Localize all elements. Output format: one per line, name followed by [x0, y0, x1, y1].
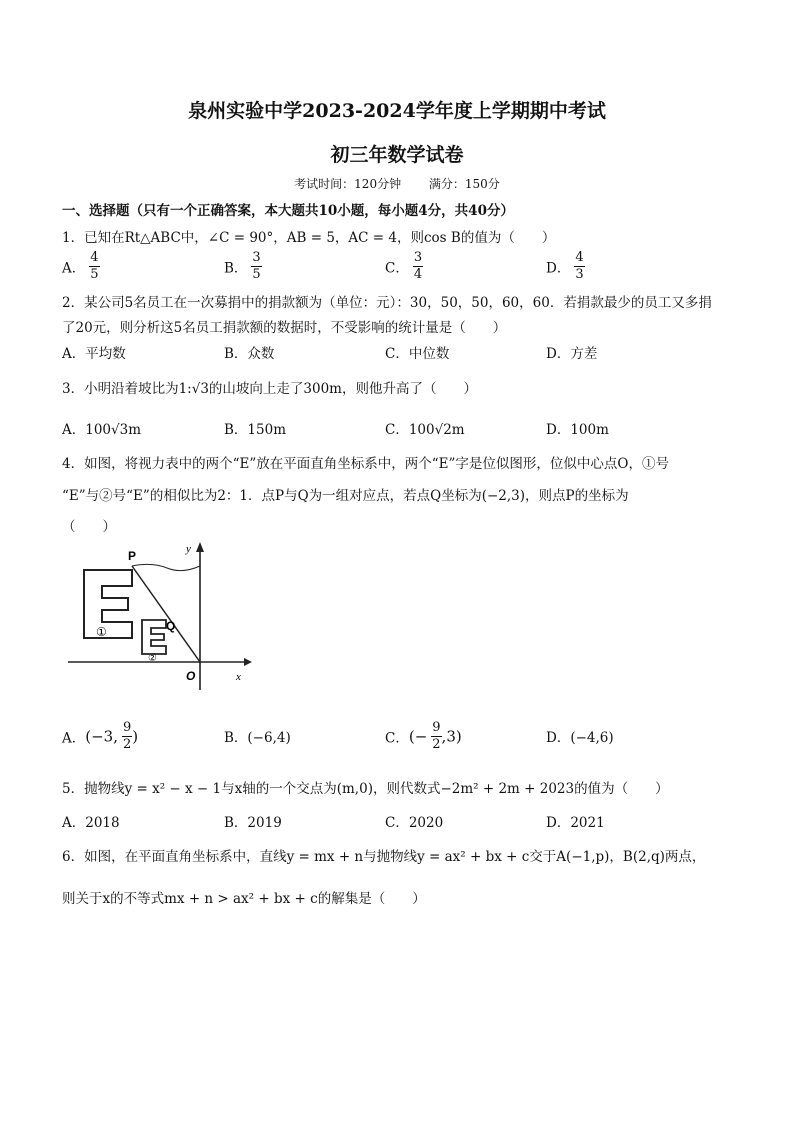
option-label: C． — [385, 260, 409, 277]
q4-option-a — [62, 720, 138, 753]
label-q: Q — [166, 619, 176, 633]
denominator: 2 — [432, 737, 441, 752]
label-p: P — [128, 549, 137, 563]
q3-options — [62, 418, 722, 444]
q1-stem: 1．已知在Rt△ABC中，∠C = 90°，AB = 5，AC = 4，则cos B的值为（ ） — [62, 230, 556, 246]
q5-option-c: C．2020 — [385, 815, 444, 831]
q3-option-a: A．100√3m — [62, 422, 142, 438]
q1-option-b — [224, 250, 262, 283]
denominator: 2 — [122, 737, 132, 752]
q1-option-a — [62, 250, 100, 283]
coordinate-figure — [62, 540, 252, 700]
numerator: 9 — [432, 720, 441, 735]
fraction — [251, 250, 261, 283]
q3-stem: 3．小明沿着坡比为1:√3的山坡向上走了300m，则他升高了（ ） — [62, 381, 477, 397]
label-o: O — [186, 669, 196, 683]
option-label: B． — [224, 260, 248, 277]
q6-stem-line1: 6．如图，在平面直角坐标系中，直线y = mx + n与抛物线y = ax² + bx + c交于A(−1,p)，B(2,q)两点， — [62, 849, 706, 865]
label-e2: ② — [148, 653, 157, 664]
fraction — [431, 720, 441, 753]
fraction — [413, 250, 423, 283]
numerator: 4 — [90, 250, 99, 265]
paren-close: ,3) — [441, 727, 462, 746]
numerator: 9 — [122, 720, 132, 735]
q1-option-c — [385, 250, 423, 283]
e2-shape — [142, 620, 166, 654]
denominator: 3 — [575, 267, 584, 282]
exam-score: 满分：150分 — [428, 177, 500, 191]
option-label: A． — [62, 260, 86, 277]
q4-option-d: D．(−4,6) — [546, 730, 614, 746]
q5-stem: 5．抛物线y = x² − x − 1与x轴的一个交点为(m,0)，则代数式−2m² + 2m + 2023的值为（ ） — [62, 781, 669, 797]
exam-time: 考试时间：120分钟 — [294, 177, 402, 191]
option-label: A． — [62, 730, 86, 747]
numerator: 3 — [413, 250, 423, 265]
exam-subtitle: 初三年数学试卷 — [330, 144, 464, 166]
q4-figure — [62, 540, 252, 700]
denominator: 5 — [90, 267, 99, 282]
q2-option-a: A．平均数 — [62, 346, 126, 362]
q1-options — [62, 246, 722, 286]
q4-stem-line2: “E”与②号“E”的相似比为2：1．点P与Q为一组对应点，若点Q坐标为(−2,3)，则点P的坐标为 — [62, 488, 629, 504]
exam-meta — [0, 175, 794, 192]
q2-option-d: D．方差 — [546, 346, 598, 362]
q5-options — [62, 811, 722, 837]
q6-stem-line2: 则关于x的不等式mx + n > ax² + bx + c的解集是（ ） — [62, 891, 426, 907]
label-e1: ① — [96, 625, 107, 639]
q5-option-b: B．2019 — [224, 815, 282, 831]
q4-stem-line1: 4．如图，将视力表中的两个“E”放在平面直角坐标系中，两个“E”字是位似图形，位似中心点O，①号 — [62, 456, 669, 472]
exam-title: 泉州实验中学2023-2024学年度上学期期中考试 — [188, 100, 606, 122]
paren-open: (−3, — [85, 727, 118, 746]
q2-option-c: C．中位数 — [385, 346, 450, 362]
option-label: C． — [385, 730, 409, 747]
label-x: x — [236, 671, 241, 683]
q2-options — [62, 342, 722, 368]
x-axis-arrow — [244, 658, 252, 666]
q1-option-d — [546, 250, 585, 283]
label-y: y — [186, 543, 191, 555]
q2-stem-line1: 2．某公司5名员工在一次募捐中的捐款额为（单位：元）：30，50，50，60，60．若捐款最少的员工又多捐 — [62, 295, 712, 311]
q3-option-b: B．150m — [224, 422, 286, 438]
numerator: 3 — [252, 250, 261, 265]
paren-close: ) — [132, 727, 139, 746]
q2-stem-line2: 了20元，则分析这5名员工捐款额的数据时，不受影响的统计量是（ ） — [62, 320, 507, 336]
option-label: D． — [546, 260, 571, 277]
denominator: 5 — [252, 267, 261, 282]
paren-open: (− — [408, 727, 428, 746]
fraction — [574, 250, 584, 283]
q2-option-b: B．众数 — [224, 346, 275, 362]
y-axis-arrow — [196, 542, 204, 552]
fraction — [122, 720, 132, 753]
q5-option-d: D．2021 — [546, 815, 605, 831]
e1-shape — [84, 570, 132, 638]
section-heading: 一、选择题（只有一个正确答案，本大题共10小题，每小题4分，共40分） — [62, 203, 514, 219]
denominator: 4 — [413, 267, 423, 282]
q5-option-a: A．2018 — [62, 815, 120, 831]
q4-stem-line3: （ ） — [62, 519, 116, 535]
q4-options — [62, 716, 722, 756]
q3-option-d: D．100m — [546, 422, 609, 438]
fraction — [89, 250, 99, 283]
numerator: 4 — [575, 250, 584, 265]
q4-option-b: B．(−6,4) — [224, 730, 291, 746]
top-line — [132, 564, 200, 570]
q4-option-c — [385, 720, 462, 753]
q3-option-c: C．100√2m — [385, 422, 465, 438]
